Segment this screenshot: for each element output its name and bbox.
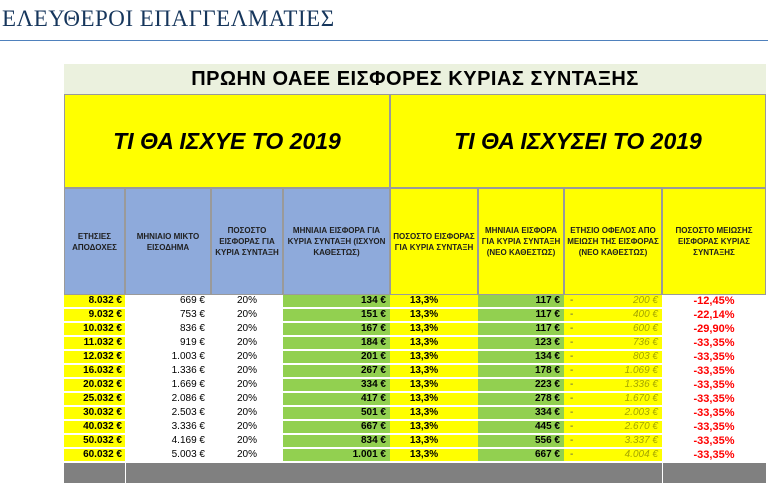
cell-rate-new: 13,3% <box>390 323 478 335</box>
minus-sign: - <box>570 449 574 460</box>
cell-monthly-income: 3.336 € <box>125 421 211 433</box>
cell-monthly-income: 753 € <box>125 309 211 321</box>
minus-sign: - <box>570 295 574 306</box>
header-annual-income: ΕΤΗΣΙΕΣ ΑΠΟΔΟΧΕΣ <box>64 188 125 295</box>
cell-annual-income: 10.032 € <box>64 323 125 335</box>
cell-annual-income: 25.032 € <box>64 393 125 405</box>
cell-reduction-percent: -12,45% <box>662 295 766 307</box>
cell-reduction-percent: -33,35% <box>662 407 766 419</box>
cell-contribution-current: 334 € <box>283 379 390 391</box>
cell-reduction-percent: -33,35% <box>662 449 766 461</box>
cell-annual-benefit <box>564 449 662 461</box>
benefit-value: 1.670 € <box>624 393 658 404</box>
cell-monthly-income: 669 € <box>125 295 211 307</box>
table-row <box>64 337 766 349</box>
cell-rate-current: 20% <box>211 449 283 461</box>
cell-annual-benefit <box>564 351 662 363</box>
minus-sign: - <box>570 323 574 334</box>
cell-reduction-percent: -33,35% <box>662 393 766 405</box>
cell-monthly-income: 836 € <box>125 323 211 335</box>
cell-monthly-income: 919 € <box>125 337 211 349</box>
cell-monthly-income: 1.669 € <box>125 379 211 391</box>
minus-sign: - <box>570 351 574 362</box>
table-row <box>64 421 766 433</box>
benefit-value: 2.670 € <box>624 421 658 432</box>
cell-contribution-new: 556 € <box>478 435 564 447</box>
benefit-value: 200 € <box>632 295 658 306</box>
table-row <box>64 365 766 377</box>
new-regime-banner: ΤΙ ΘΑ ΙΣΧΥΣΕΙ ΤΟ 2019 <box>390 94 766 188</box>
header-reduction-percent: ΠΟΣΟΣΤΟ ΜΕΙΩΣΗΣ ΕΙΣΦΟΡΑΣ ΚΥΡΙΑΣ ΣΥΝΤΑΞΗΣ <box>662 188 766 295</box>
minus-sign: - <box>570 337 574 348</box>
cell-reduction-percent: -33,35% <box>662 365 766 377</box>
table-footer-band <box>64 463 766 483</box>
cell-reduction-percent: -33,35% <box>662 379 766 391</box>
cell-contribution-new: 134 € <box>478 351 564 363</box>
cell-contribution-new: 178 € <box>478 365 564 377</box>
cell-monthly-income: 5.003 € <box>125 449 211 461</box>
cell-reduction-percent: -22,14% <box>662 309 766 321</box>
cell-annual-benefit <box>564 421 662 433</box>
cell-annual-income: 30.032 € <box>64 407 125 419</box>
header-monthly-contribution-new: ΜΗΝΙΑΙΑ ΕΙΣΦΟΡΑ ΓΙΑ ΚΥΡΙΑ ΣΥΝΤΑΞΗ (ΝΕΟ ΚΑΘΕΣΤΩΣ) <box>478 188 564 295</box>
cell-rate-current: 20% <box>211 295 283 307</box>
cell-monthly-income: 4.169 € <box>125 435 211 447</box>
cell-annual-benefit <box>564 337 662 349</box>
cell-reduction-percent: -33,35% <box>662 421 766 433</box>
cell-rate-current: 20% <box>211 407 283 419</box>
cell-rate-new: 13,3% <box>390 337 478 349</box>
header-annual-benefit: ΕΤΗΣΙΟ ΟΦΕΛΟΣ ΑΠΟ ΜΕΙΩΣΗ ΤΗΣ ΕΙΣΦΟΡΑΣ (ΝΕΟ ΚΑΘΕΣΤΩΣ) <box>564 188 662 295</box>
cell-reduction-percent: -33,35% <box>662 337 766 349</box>
cell-rate-new: 13,3% <box>390 449 478 461</box>
table-row <box>64 295 766 307</box>
table-row <box>64 323 766 335</box>
cell-contribution-current: 151 € <box>283 309 390 321</box>
cell-contribution-current: 134 € <box>283 295 390 307</box>
cell-annual-benefit <box>564 295 662 307</box>
cell-annual-income: 12.032 € <box>64 351 125 363</box>
cell-reduction-percent: -29,90% <box>662 323 766 335</box>
cell-contribution-current: 184 € <box>283 337 390 349</box>
cell-contribution-current: 167 € <box>283 323 390 335</box>
cell-annual-income: 60.032 € <box>64 449 125 461</box>
minus-sign: - <box>570 393 574 404</box>
cell-contribution-new: 117 € <box>478 295 564 307</box>
cell-annual-income: 8.032 € <box>64 295 125 307</box>
cell-reduction-percent: -33,35% <box>662 435 766 447</box>
benefit-value: 3.337 € <box>624 435 658 446</box>
cell-contribution-new: 278 € <box>478 393 564 405</box>
cell-contribution-new: 117 € <box>478 309 564 321</box>
cell-monthly-income: 2.503 € <box>125 407 211 419</box>
cell-annual-benefit <box>564 407 662 419</box>
cell-rate-current: 20% <box>211 393 283 405</box>
cell-annual-benefit <box>564 379 662 391</box>
cell-contribution-current: 501 € <box>283 407 390 419</box>
cell-contribution-current: 834 € <box>283 435 390 447</box>
table-row <box>64 379 766 391</box>
cell-monthly-income: 1.336 € <box>125 365 211 377</box>
table-row <box>64 435 766 447</box>
cell-rate-current: 20% <box>211 351 283 363</box>
minus-sign: - <box>570 421 574 432</box>
minus-sign: - <box>570 435 574 446</box>
benefit-value: 1.069 € <box>624 365 658 376</box>
cell-rate-current: 20% <box>211 421 283 433</box>
header-contribution-rate-new: ΠΟΣΟΣΤΟ ΕΙΣΦΟΡΑΣ ΓΙΑ ΚΥΡΙΑ ΣΥΝΤΑΞΗ <box>390 188 478 295</box>
cell-reduction-percent: -33,35% <box>662 351 766 363</box>
cell-contribution-current: 417 € <box>283 393 390 405</box>
header-monthly-contribution-current: ΜΗΝΙΑΙΑ ΕΙΣΦΟΡΑ ΓΙΑ ΚΥΡΙΑ ΣΥΝΤΑΞΗ (ΙΣΧΥΟΝ ΚΑΘΕΣΤΩΣ) <box>283 188 390 295</box>
table-row <box>64 309 766 321</box>
benefit-value: 1.336 € <box>624 379 658 390</box>
cell-annual-benefit <box>564 393 662 405</box>
benefit-value: 4.004 € <box>624 449 658 460</box>
cell-rate-current: 20% <box>211 435 283 447</box>
page-heading: ΕΛΕΥΘΕΡΟΙ ΕΠΑΓΓΕΛΜΑΤΙΕΣ <box>2 6 335 31</box>
cell-annual-income: 50.032 € <box>64 435 125 447</box>
cell-contribution-new: 123 € <box>478 337 564 349</box>
cell-contribution-current: 1.001 € <box>283 449 390 461</box>
cell-annual-benefit <box>564 309 662 321</box>
cell-rate-current: 20% <box>211 309 283 321</box>
cell-monthly-income: 2.086 € <box>125 393 211 405</box>
table-row <box>64 393 766 405</box>
cell-contribution-new: 223 € <box>478 379 564 391</box>
cell-rate-new: 13,3% <box>390 435 478 447</box>
benefit-value: 400 € <box>632 309 658 320</box>
header-contribution-rate-current: ΠΟΣΟΣΤΟ ΕΙΣΦΟΡΑΣ ΓΙΑ ΚΥΡΙΑ ΣΥΝΤΑΞΗ <box>211 188 283 295</box>
cell-annual-income: 9.032 € <box>64 309 125 321</box>
table-row <box>64 351 766 363</box>
cell-annual-benefit <box>564 365 662 377</box>
benefit-value: 736 € <box>632 337 658 348</box>
cell-monthly-income: 1.003 € <box>125 351 211 363</box>
table-row <box>64 407 766 419</box>
minus-sign: - <box>570 379 574 390</box>
cell-annual-income: 16.032 € <box>64 365 125 377</box>
heading-underline <box>0 40 768 41</box>
cell-rate-new: 13,3% <box>390 309 478 321</box>
cell-annual-income: 40.032 € <box>64 421 125 433</box>
table-row <box>64 449 766 461</box>
contributions-table <box>64 64 766 483</box>
cell-contribution-current: 201 € <box>283 351 390 363</box>
cell-contribution-new: 117 € <box>478 323 564 335</box>
minus-sign: - <box>570 365 574 376</box>
cell-rate-new: 13,3% <box>390 393 478 405</box>
benefit-value: 2.003 € <box>624 407 658 418</box>
cell-rate-new: 13,3% <box>390 379 478 391</box>
cell-rate-current: 20% <box>211 323 283 335</box>
minus-sign: - <box>570 407 574 418</box>
benefit-value: 803 € <box>632 351 658 362</box>
cell-annual-benefit <box>564 323 662 335</box>
minus-sign: - <box>570 309 574 320</box>
cell-rate-new: 13,3% <box>390 407 478 419</box>
cell-annual-income: 20.032 € <box>64 379 125 391</box>
cell-rate-new: 13,3% <box>390 421 478 433</box>
cell-contribution-current: 667 € <box>283 421 390 433</box>
cell-contribution-current: 267 € <box>283 365 390 377</box>
cell-rate-new: 13,3% <box>390 351 478 363</box>
table-title: ΠΡΩΗΝ ΟΑΕΕ ΕΙΣΦΟΡΕΣ ΚΥΡΙΑΣ ΣΥΝΤΑΞΗΣ <box>64 64 766 94</box>
cell-annual-income: 11.032 € <box>64 337 125 349</box>
cell-rate-new: 13,3% <box>390 295 478 307</box>
cell-contribution-new: 667 € <box>478 449 564 461</box>
cell-rate-current: 20% <box>211 365 283 377</box>
cell-contribution-new: 445 € <box>478 421 564 433</box>
cell-contribution-new: 334 € <box>478 407 564 419</box>
cell-annual-benefit <box>564 435 662 447</box>
header-monthly-gross-income: ΜΗΝΙΑΙΟ ΜΙΚΤΟ ΕΙΣΟΔΗΜΑ <box>125 188 211 295</box>
benefit-value: 600 € <box>632 323 658 334</box>
cell-rate-new: 13,3% <box>390 365 478 377</box>
cell-rate-current: 20% <box>211 337 283 349</box>
current-regime-banner: ΤΙ ΘΑ ΙΣΧΥΕ ΤΟ 2019 <box>64 94 390 188</box>
cell-rate-current: 20% <box>211 379 283 391</box>
